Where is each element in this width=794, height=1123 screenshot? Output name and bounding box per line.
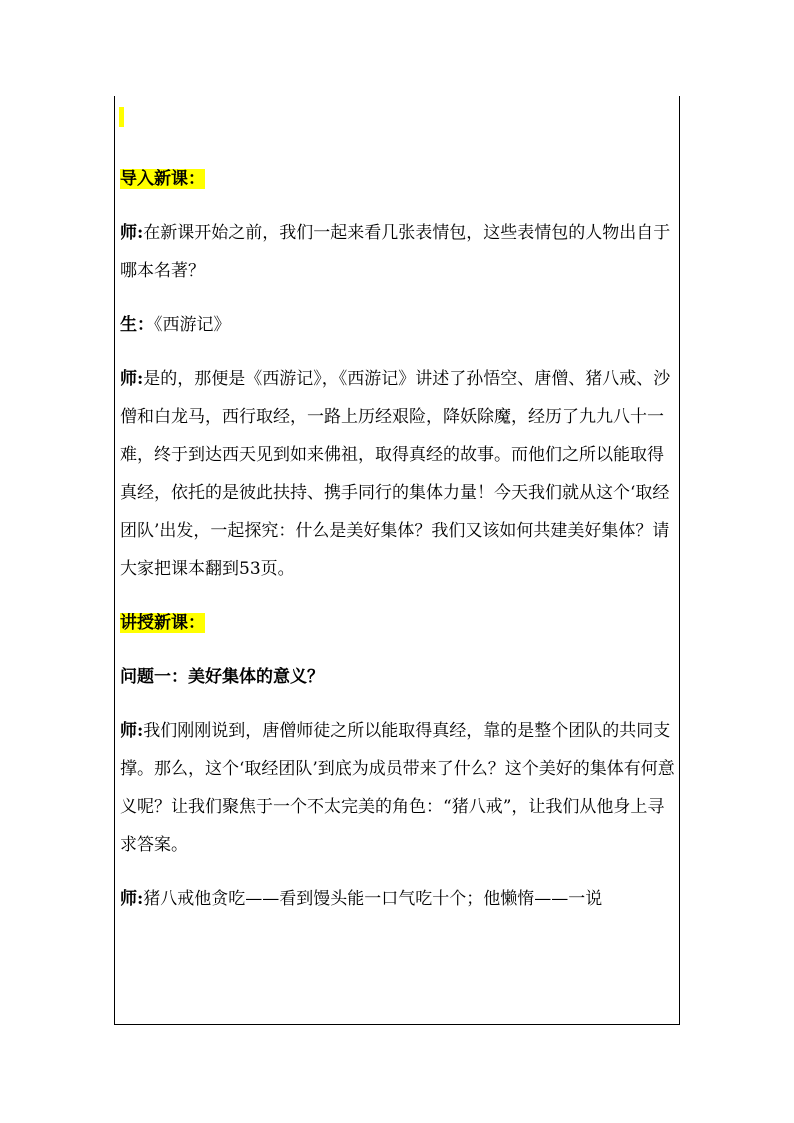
teach-heading-para bbox=[120, 604, 680, 642]
paragraph-text: 《西游记》 bbox=[154, 315, 231, 335]
text-cursor-highlight bbox=[119, 107, 124, 127]
teacher-paragraph-3 bbox=[120, 712, 680, 864]
question-heading: 问题一：美好集体的意义？ bbox=[120, 667, 324, 687]
paragraph-text: 我们刚刚说到，唐僧师徒之所以能取得真经，靠的是整个团队的共同支撑。那么，这个‘取经团队’到底为成员带来了什么？这个美好的集体有何意义呢？让我们聚焦于一个不太完美的角色：“猪八戒”，让我们从他身上寻求答案。 bbox=[120, 721, 675, 855]
speaker-label: 师: bbox=[120, 889, 144, 909]
paragraph-text: 是的，那便是《西游记》，《西游记》讲述了孙悟空、唐僧、猪八戒、沙僧和白龙马，西行取经，一路上历经艰险，降妖除魔，经历了九九八十一难，终于到达西天见到如来佛祖，取得真经的故事。而他们之所以能取得真经，依托的是彼此扶持、携手同行的集体力量！今天我们就从这个‘取经团队’出发，一起探究：什么是美好集体？我们又该如何共建美好集体？请大家把课本翻到53页。 bbox=[120, 369, 671, 579]
lesson-content bbox=[120, 160, 680, 934]
intro-heading-para bbox=[120, 160, 680, 198]
paragraph-text: 猪八戒他贪吃——看到馒头能一口气吃十个；他懒惰——一说 bbox=[143, 889, 603, 909]
speaker-label: 师: bbox=[120, 223, 144, 243]
speaker-label: 生： bbox=[120, 315, 154, 335]
teach-heading: 讲授新课： bbox=[120, 613, 205, 633]
paragraph-text: 在新课开始之前，我们一起来看几张表情包，这些表情包的人物出自于哪本名著？ bbox=[120, 223, 671, 281]
speaker-label: 师: bbox=[120, 369, 144, 389]
speaker-label: 师: bbox=[120, 721, 144, 741]
intro-heading: 导入新课： bbox=[120, 169, 205, 189]
teacher-paragraph-2 bbox=[120, 360, 680, 588]
student-paragraph bbox=[120, 306, 680, 344]
teacher-paragraph-1 bbox=[120, 214, 680, 290]
teacher-paragraph-4 bbox=[120, 880, 680, 918]
